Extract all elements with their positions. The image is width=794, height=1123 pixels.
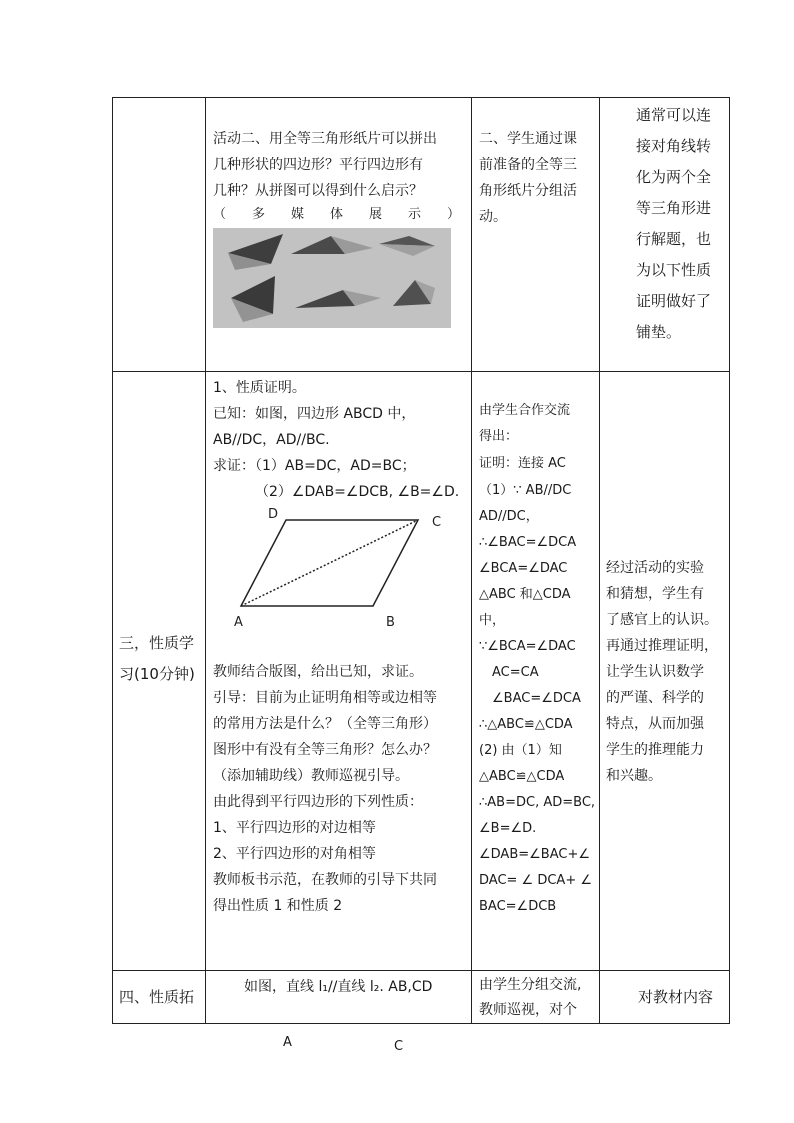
row2-intent-line: 和兴趣。 bbox=[606, 768, 662, 784]
row2-proof-line: 求证：（1）AB=DC，AD=BC； bbox=[213, 458, 416, 474]
row2-student-line: 证明：连接 AC bbox=[479, 456, 566, 471]
row3-student-line: 由学生分组交流, bbox=[479, 977, 582, 993]
row2-student-line: ∴∠BAC=∠DCA bbox=[479, 535, 577, 550]
row2-student-line: ∴AB=DC, AD=BC, bbox=[479, 795, 596, 810]
row1-intent-line: 证明做好了 bbox=[636, 292, 712, 310]
row2-proof-line: AB//DC，AD//BC. bbox=[213, 432, 330, 448]
row2-teacher-line: 引导：目前为止证明角相等或边相等 bbox=[213, 690, 437, 706]
row2-intent-line: 和猜想，学生有 bbox=[606, 586, 704, 602]
row2-student-line: △ABC≌△CDA bbox=[479, 769, 565, 784]
row1-student-line: 二、学生通过课 bbox=[479, 131, 577, 147]
row2-teacher-line: （添加辅助线）教师巡视引导。 bbox=[213, 768, 409, 784]
row2-student-line: (2) 由（1）知 bbox=[479, 743, 562, 758]
row1-intent-line: 接对角线转 bbox=[636, 137, 712, 155]
row1-intent-line: 等三角形进 bbox=[636, 199, 712, 217]
row2-intent-line: 再通过推理证明， bbox=[606, 638, 718, 654]
table-col-line-1 bbox=[205, 97, 206, 1024]
row2-student-line: AC=CA bbox=[479, 665, 539, 680]
triangle-puzzle-photo bbox=[213, 228, 451, 328]
row2-student-line: ∠BCA=∠DAC bbox=[479, 561, 568, 576]
row2-student-line: ∠BAC=∠DCA bbox=[479, 691, 581, 706]
row2-teacher-line: 图形中有没有全等三角形？怎么办？ bbox=[213, 742, 437, 758]
figure-label-c: C bbox=[394, 1039, 404, 1054]
row1-student-line: 动。 bbox=[479, 209, 507, 225]
row2-stage-line: 习(10分钟) bbox=[119, 665, 195, 683]
row2-student-line: AD//DC， bbox=[479, 509, 539, 524]
row2-intent-line: 的严谨、科学的 bbox=[606, 690, 704, 706]
row2-proof-line: 1、性质证明。 bbox=[213, 380, 306, 396]
vertex-label-a: A bbox=[234, 615, 243, 630]
row1-intent-line: 为以下性质 bbox=[636, 261, 712, 279]
figure-label-a: A bbox=[283, 1035, 292, 1050]
row2-student-line: ∠DAB=∠BAC+∠ bbox=[479, 847, 591, 862]
row1-activity-line: （ 多 媒 体 展 示 ） bbox=[213, 207, 461, 222]
row2-student-line: ∴△ABC≌△CDA bbox=[479, 717, 573, 732]
row2-teacher-line: 1、平行四边形的对边相等 bbox=[213, 820, 376, 836]
row2-student-line: DAC= ∠ DCA+ ∠ bbox=[479, 873, 592, 888]
table-col-line-2 bbox=[471, 97, 472, 1024]
row2-intent-line: 学生的推理能力 bbox=[606, 742, 704, 758]
table-col-line-3 bbox=[599, 97, 600, 1024]
row2-teacher-line: 2、平行四边形的对角相等 bbox=[213, 846, 376, 862]
row2-student-line: ∵∠BCA=∠DAC bbox=[479, 639, 576, 654]
row3-intent-text: 对教材内容 bbox=[638, 988, 714, 1006]
vertex-label-d: D bbox=[268, 507, 279, 522]
row2-student-line: ∠B=∠D. bbox=[479, 821, 537, 836]
row1-activity-line: 活动二、用全等三角形纸片可以拼出 bbox=[213, 131, 437, 147]
vertex-label-b: B bbox=[386, 615, 395, 630]
row1-intent-line: 铺垫。 bbox=[636, 323, 682, 341]
row2-student-line: 得出： bbox=[479, 429, 519, 444]
row2-intent-line: 特点，从而加强 bbox=[606, 716, 704, 732]
row1-activity-line: 几种？从拼图可以得到什么启示？ bbox=[213, 183, 423, 199]
row1-intent-line: 通常可以连 bbox=[636, 106, 712, 124]
diagonal-ac bbox=[241, 520, 418, 606]
row2-student-line: （1）∵ AB//DC bbox=[479, 483, 572, 498]
row2-student-line: 由学生合作交流 bbox=[479, 403, 571, 418]
row2-intent-line: 让学生认识数学 bbox=[606, 664, 704, 680]
parallelogram-figure bbox=[228, 500, 458, 635]
row2-proof-line: 已知：如图，四边形 ABCD 中， bbox=[213, 406, 416, 422]
row2-proof-line: （2）∠DAB=∠DCB, ∠B=∠D. bbox=[255, 484, 460, 500]
row2-teacher-line: 由此得到平行四边形的下列性质： bbox=[213, 794, 423, 810]
row1-student-line: 前准备的全等三 bbox=[479, 157, 577, 173]
row1-intent-line: 化为两个全 bbox=[636, 168, 712, 186]
row1-activity-line: 几种形状的四边形？平行四边形有 bbox=[213, 157, 423, 173]
row2-student-line: △ABC 和△CDA bbox=[479, 587, 571, 602]
row2-teacher-line: 教师板书示范，在教师的引导下共同 bbox=[213, 872, 437, 888]
row2-stage-line: 三，性质学 bbox=[119, 634, 195, 652]
row2-intent-line: 了感官上的认识。 bbox=[606, 612, 718, 628]
row3-activity-text: 如图，直线 l₁//直线 l₂. AB,CD bbox=[244, 979, 433, 995]
row1-intent-line: 行解题，也 bbox=[636, 230, 712, 248]
row2-intent-line: 经过活动的实验 bbox=[606, 560, 704, 576]
row2-student-line: 中， bbox=[479, 613, 506, 628]
row2-teacher-line: 教师结合版图，给出已知，求证。 bbox=[213, 664, 423, 680]
row1-student-line: 角形纸片分组活 bbox=[479, 183, 577, 199]
table-col-line-4 bbox=[729, 97, 730, 1024]
table-col-line-0 bbox=[112, 97, 113, 1024]
row3-stage-label: 四、性质拓 bbox=[119, 988, 195, 1006]
row2-student-line: BAC=∠DCB bbox=[479, 899, 557, 914]
row3-student-line: 教师巡视，对个 bbox=[479, 1002, 577, 1018]
row2-teacher-line: 的常用方法是什么？（全等三角形） bbox=[213, 716, 437, 732]
row2-teacher-line: 得出性质 1 和性质 2 bbox=[213, 898, 343, 914]
vertex-label-c: C bbox=[432, 515, 442, 530]
